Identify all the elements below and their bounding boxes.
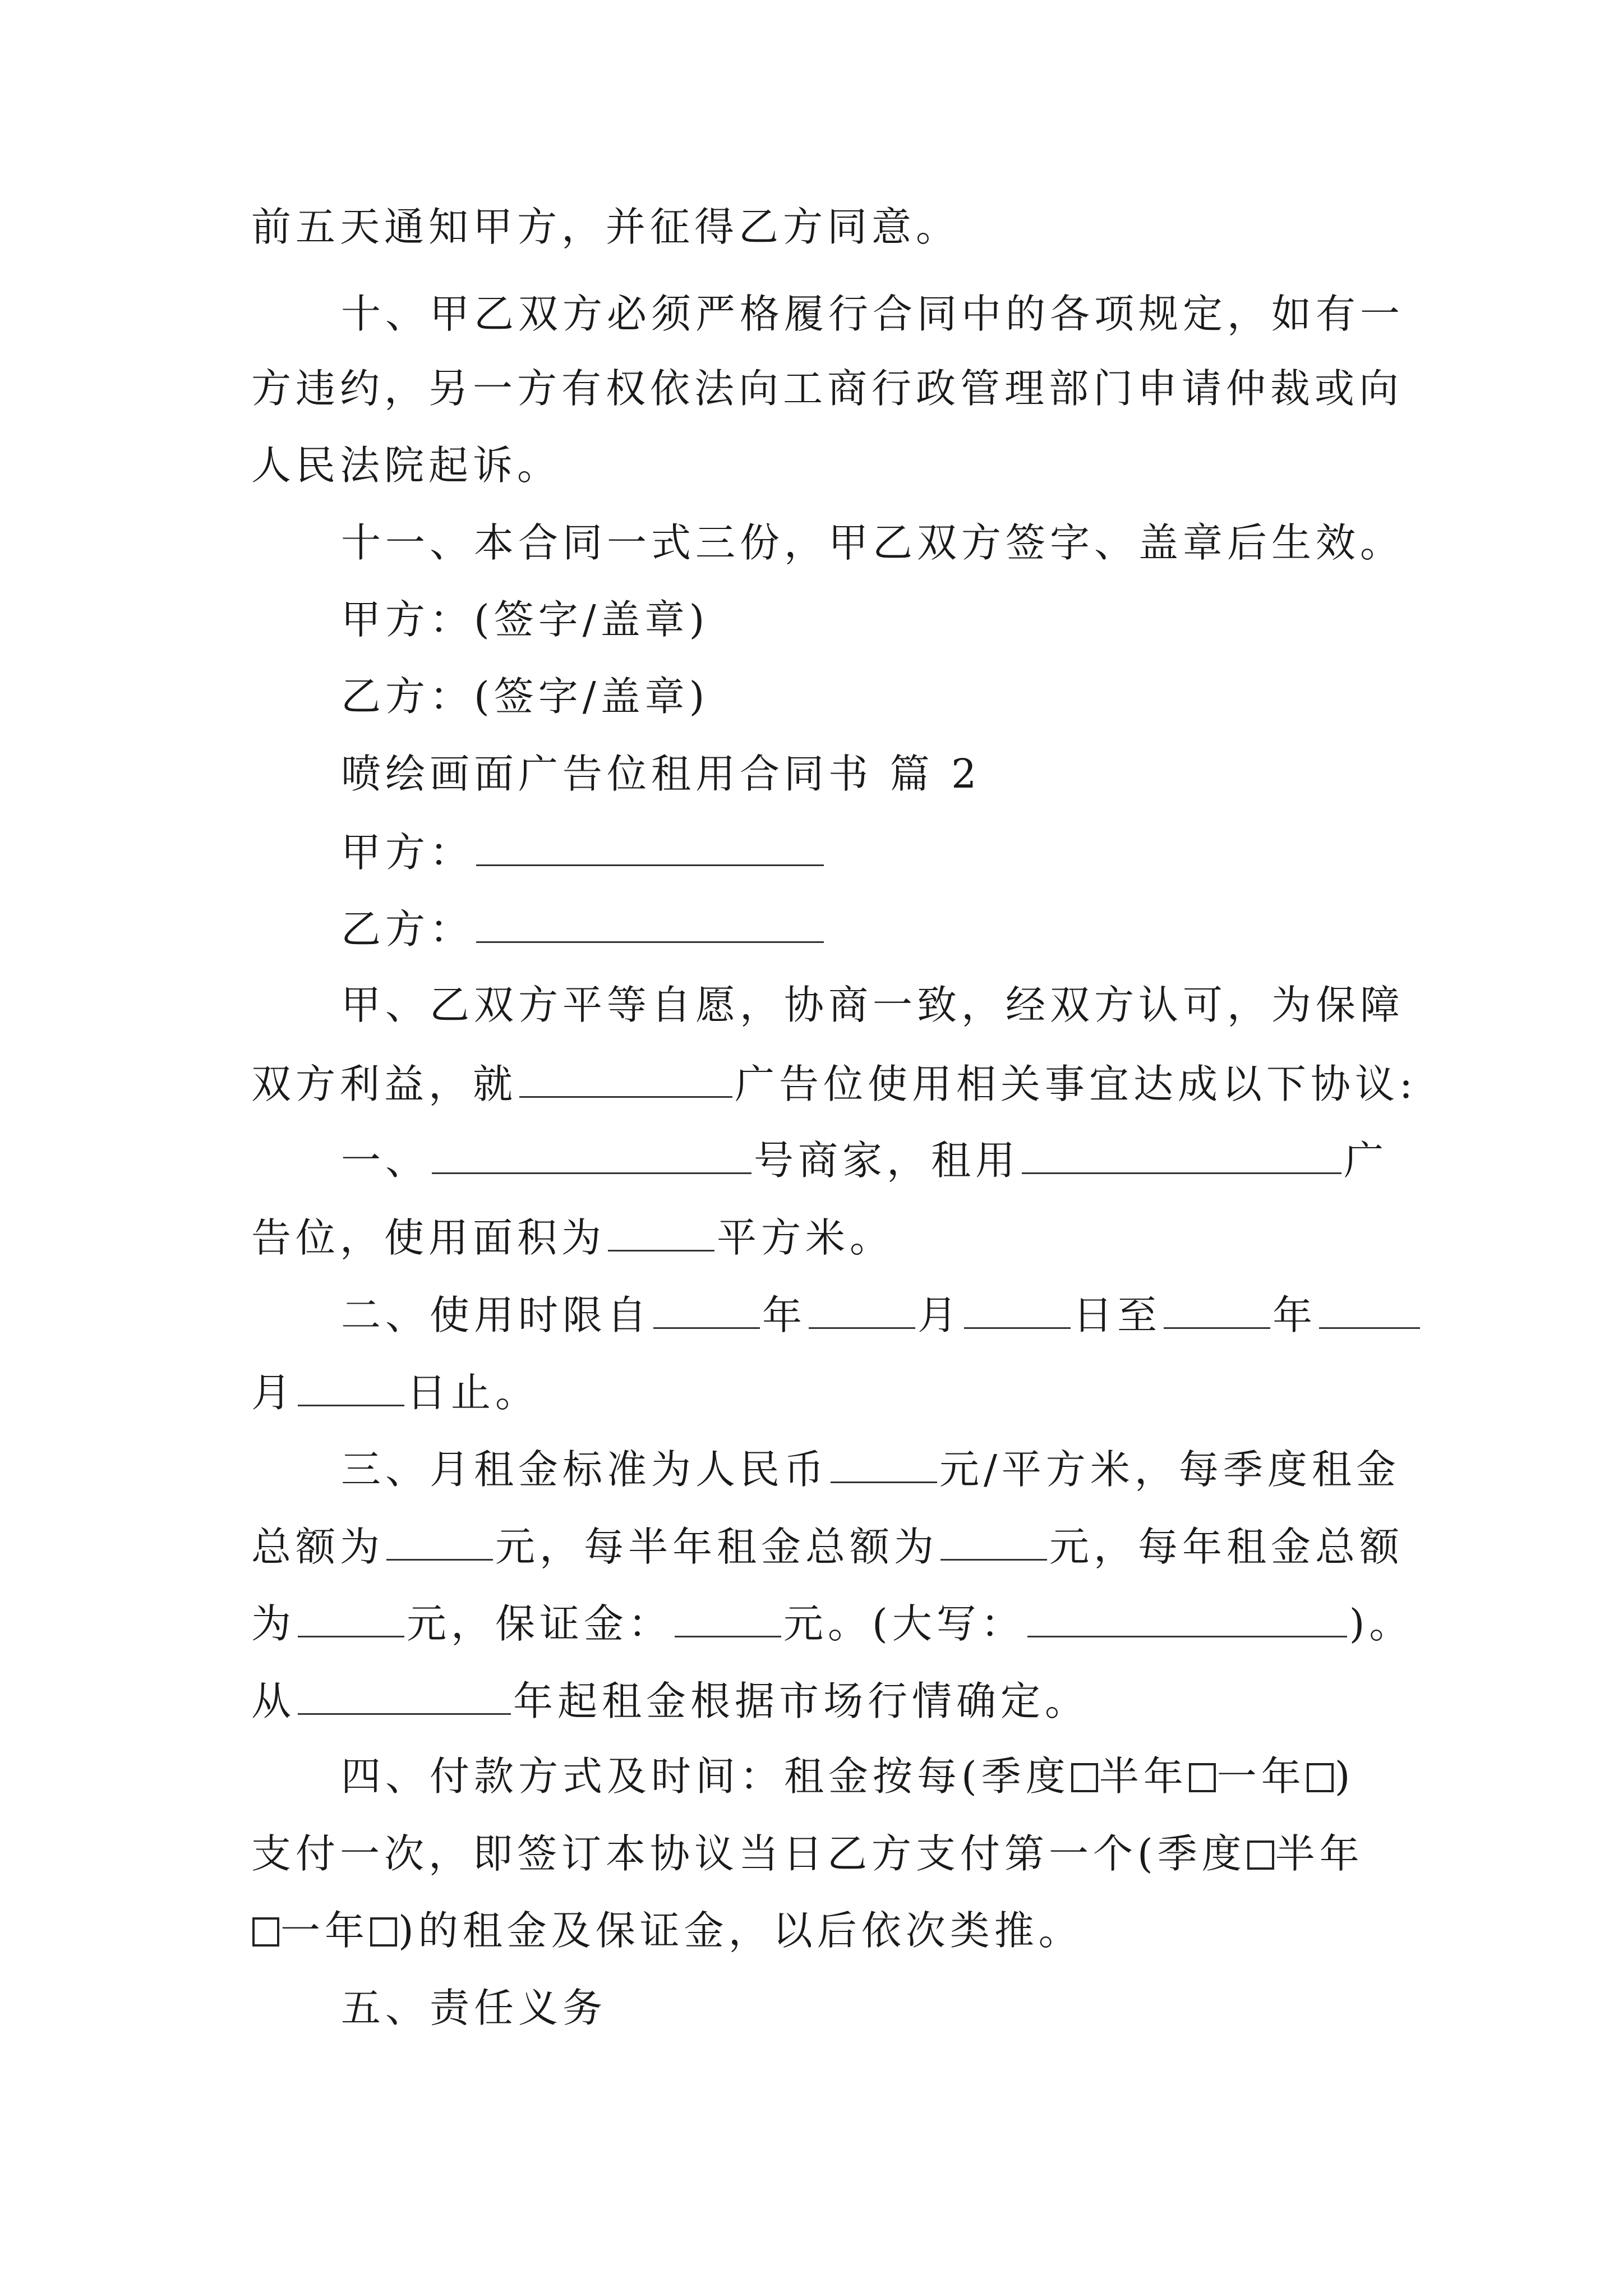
paragraph-line <box>251 1594 1413 1650</box>
text-run: 方违约，另一方有权依法向工商行政管理部门申请仲裁或向 <box>251 365 1404 412</box>
fill-blank <box>476 900 824 943</box>
fill-blank <box>1164 1286 1270 1329</box>
paragraph-line <box>251 1672 1089 1728</box>
text-run: 半年 <box>1275 1830 1364 1877</box>
text-run: 为 <box>251 1600 296 1647</box>
paragraph-line <box>251 1208 894 1264</box>
paragraph-line <box>341 515 1404 571</box>
text-run: 二、使用时限自 <box>341 1292 652 1338</box>
section-title <box>341 746 981 802</box>
text-run: 前五天通知甲方，并征得乙方同意。 <box>251 204 961 250</box>
text-run: 甲方：(签字/盖章) <box>341 596 709 643</box>
text-run: 元，每半年租金总额为 <box>495 1524 939 1570</box>
checkbox-icon <box>1247 1841 1274 1870</box>
fill-blank <box>653 1286 760 1329</box>
paragraph-line <box>251 199 960 255</box>
text-run: 广告位使用相关事宜达成以下协议: <box>735 1061 1417 1107</box>
party-a-line <box>341 823 826 879</box>
fill-blank <box>298 1672 511 1715</box>
text-run: 月 <box>251 1369 296 1416</box>
text-run: 年 <box>762 1292 807 1338</box>
text-run: 十、甲乙双方必须严格履行合同中的各项规定，如有一 <box>341 291 1405 337</box>
text-run: 日至 <box>1073 1292 1162 1338</box>
fill-blank <box>386 1517 493 1561</box>
fill-blank <box>809 1286 915 1329</box>
text-run: 元。(大写： <box>783 1600 1025 1647</box>
text-run: )的租金及保证金，以后依次类推。 <box>398 1907 1083 1954</box>
text-run: 双方利益，就 <box>251 1061 518 1107</box>
paragraph-line <box>341 1131 1388 1187</box>
paragraph-line <box>251 1826 1364 1882</box>
text-run: 年起租金根据市场行情确定。 <box>513 1678 1090 1724</box>
paragraph-line <box>251 1055 1417 1111</box>
text-run: 一年 <box>1216 1753 1306 1800</box>
fill-blank <box>1319 1286 1420 1329</box>
text-run: 甲、乙双方平等自愿，协商一致，经双方认可，为保障 <box>341 982 1405 1028</box>
text-run: ) <box>1334 1753 1355 1800</box>
text-run: 乙方：(签字/盖章) <box>341 673 709 720</box>
fill-blank <box>476 823 824 866</box>
fill-blank <box>608 1208 714 1251</box>
checkbox-icon <box>1071 1763 1098 1792</box>
paragraph-line <box>341 1286 1422 1342</box>
text-run: 支付一次，即签订本协议当日乙方支付第一个(季度 <box>251 1830 1246 1877</box>
section-heading <box>341 1980 607 2036</box>
party-b-line <box>341 900 826 956</box>
fill-blank <box>298 1594 404 1637</box>
text-run: 日止。 <box>407 1369 540 1416</box>
text-run: 四、付款方式及时间：租金按每(季度 <box>341 1753 1070 1800</box>
fill-blank <box>1027 1594 1347 1637</box>
text-run: 半年 <box>1099 1753 1188 1800</box>
fill-blank <box>432 1131 751 1174</box>
text-run: 人民法院起诉。 <box>251 442 562 489</box>
text-run: 十一、本合同一式三份，甲乙双方签字、盖章后生效。 <box>341 519 1405 566</box>
text-run: 喷绘画面广告位租用合同书 篇 2 <box>341 751 981 797</box>
paragraph-line <box>251 1903 1083 1959</box>
text-run: 元/平方米，每季度租金 <box>939 1446 1400 1493</box>
text-run: 广 <box>1344 1137 1389 1184</box>
fill-blank <box>1022 1131 1341 1174</box>
checkbox-icon <box>252 1917 279 1947</box>
text-run: 号商家，租用 <box>754 1137 1020 1184</box>
fill-blank <box>940 1517 1047 1561</box>
checkbox-icon <box>1307 1763 1334 1792</box>
text-run: 元，每年租金总额 <box>1049 1524 1404 1570</box>
paragraph-line <box>251 438 561 494</box>
text-run: 三、月租金标准为人民币 <box>341 1446 829 1493</box>
checkbox-icon <box>370 1917 397 1947</box>
signature-line-party-b <box>341 669 709 725</box>
text-run: 五、责任义务 <box>341 1985 607 2031</box>
paragraph-line <box>341 286 1404 342</box>
paragraph-line <box>341 977 1404 1033</box>
fill-blank <box>675 1594 781 1637</box>
paragraph-line <box>251 1517 1404 1573</box>
fill-blank <box>519 1055 732 1098</box>
text-run: 一、 <box>341 1137 430 1184</box>
paragraph-line <box>251 1363 540 1419</box>
paragraph-line <box>251 361 1403 417</box>
text-run: 一年 <box>280 1907 370 1954</box>
text-run: 甲方： <box>341 829 474 876</box>
text-run: )。 <box>1349 1600 1414 1647</box>
text-run: 月 <box>917 1292 962 1338</box>
fill-blank <box>964 1286 1071 1329</box>
paragraph-line <box>341 1749 1354 1805</box>
text-run: 元，保证金： <box>407 1600 673 1647</box>
text-run: 总额为 <box>251 1524 385 1570</box>
text-run: 乙方： <box>341 906 474 953</box>
paragraph-line <box>341 1440 1400 1496</box>
fill-blank <box>831 1440 937 1483</box>
text-run: 告位，使用面积为 <box>251 1214 606 1261</box>
checkbox-icon <box>1189 1763 1216 1792</box>
fill-blank <box>298 1363 404 1406</box>
text-run: 平方米。 <box>717 1214 895 1261</box>
text-run: 年 <box>1272 1292 1317 1338</box>
signature-line-party-a <box>341 592 709 648</box>
text-run: 从 <box>251 1678 296 1724</box>
